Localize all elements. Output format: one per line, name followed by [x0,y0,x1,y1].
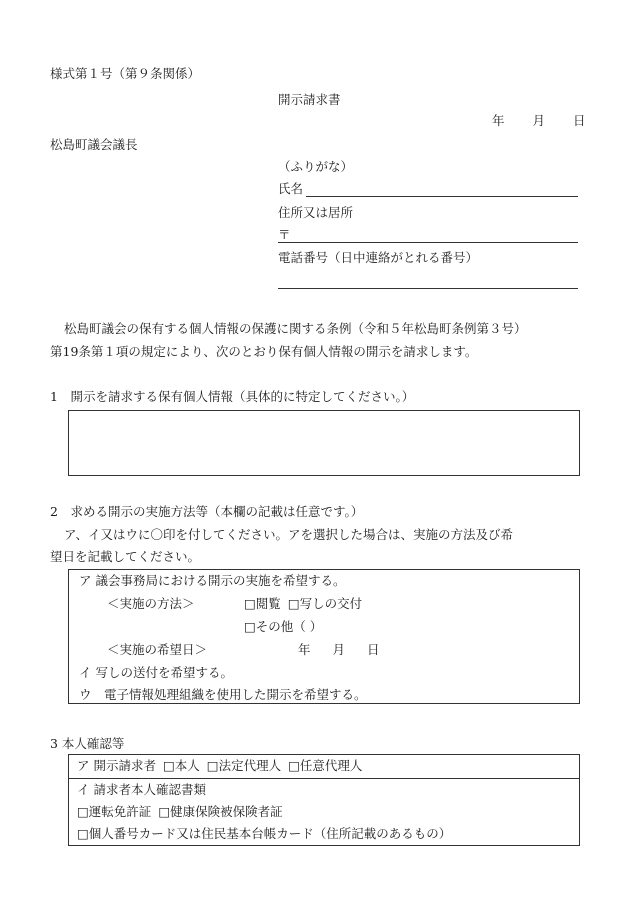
date-line [492,113,586,129]
furigana-label: （ふりがな） [278,159,354,174]
drivers-license-checkbox[interactable]: □運転免許証 [77,804,152,819]
id-documents-label: イ 請求者本人確認書類 [77,782,206,797]
section1-heading: 1 開示を請求する保有個人情報（具体的に特定してください。） [50,389,415,404]
health-insurance-checkbox[interactable]: □健康保険被保険者証 [158,804,283,819]
intro-line-1: 松島町議会の保有する個人情報の保護に関する条例（令和５年松島町条例第３号） [64,321,527,336]
address-field-line[interactable] [278,242,578,243]
date-day-label: 日 [573,113,586,128]
date-year-label: 年 [492,113,505,128]
requester-type-label: ア 開示請求者 [77,758,156,773]
requester-legal-agent-checkbox[interactable]: □法定代理人 [206,758,282,773]
desired-date-fields[interactable] [298,642,380,658]
date-month-label: 月 [532,113,546,128]
section2-options-box [68,569,580,704]
desired-date-label: ＜実施の希望日＞ [107,642,208,657]
option-a[interactable]: ア 議会事務局における開示の実施を希望する。 [79,573,346,588]
intro-line-2: 第19条第１項の規定により、次のとおり保有個人情報の開示を請求します。 [50,344,478,359]
addressee: 松島町議会議長 [50,137,138,152]
section2-heading: 2 求める開示の実施方法等（本欄の記載は任意です。） [50,504,364,519]
method-other-checkbox[interactable]: □その他（ ） [244,619,323,634]
section2-instruction-2: 望日を記載してください。 [50,549,201,564]
name-field-line[interactable] [306,196,578,197]
form-number: 様式第１号（第９条関係） [50,66,201,81]
postal-mark: 〒 [278,227,291,242]
requester-self-checkbox[interactable]: □本人 [162,758,200,773]
phone-field-line[interactable] [278,288,578,289]
mynumber-card-checkbox[interactable]: □個人番号カード又は住民基本台帳カード（住所記載のあるもの） [77,826,452,841]
method-copy-checkbox[interactable]: □写しの交付 [287,596,363,611]
requester-voluntary-agent-checkbox[interactable]: □任意代理人 [288,758,363,773]
table-divider [69,778,579,779]
document-title: 開示請求書 [278,92,341,107]
method-view-checkbox[interactable]: □閲覧 [244,596,281,611]
id-documents-row-1 [77,804,283,820]
option-i[interactable]: イ 写しの送付を希望する。 [79,665,233,680]
desired-date-day: 日 [367,642,380,657]
option-u[interactable]: ウ 電子情報処理組織を使用した開示を希望する。 [79,687,367,702]
section1-input-box[interactable] [68,410,580,476]
section3-heading: 3 本人確認等 [50,736,125,751]
phone-label: 電話番号（日中連絡がとれる番号） [278,250,479,265]
address-label: 住所又は居所 [278,205,354,220]
section2-instruction-1: ア、イ又はウに〇印を付してください。アを選択した場合は、実施の方法及び希 [64,527,514,542]
name-label: 氏名 [278,181,304,196]
section3-table [68,754,580,846]
method-label: ＜実施の方法＞ [107,596,195,611]
desired-date-month: 月 [332,642,346,657]
desired-date-year: 年 [298,642,311,657]
requester-type-row [77,758,362,774]
method-choices [244,596,362,612]
